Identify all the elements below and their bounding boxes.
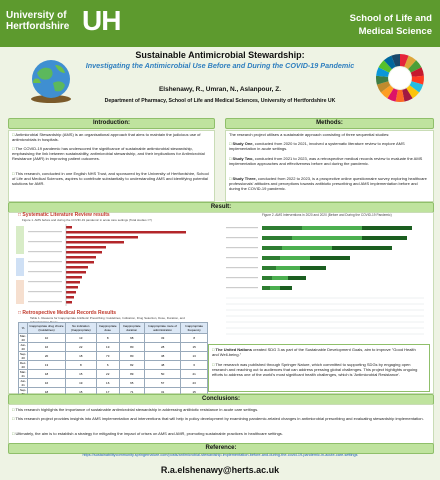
table-row (19, 379, 208, 388)
table-cell: 48 (144, 361, 180, 370)
table-cell: 13 (181, 352, 208, 361)
school-name (302, 12, 432, 38)
table-cell: 68 (119, 334, 144, 343)
table-cell: Mar-20 (20, 334, 27, 342)
table-header-cell: Inappropriate duration (119, 323, 144, 334)
table-cell: 18 (28, 388, 66, 397)
table-cell: 15 (181, 388, 208, 397)
table-cell: 28 (144, 343, 180, 352)
table-cell: 89 (119, 370, 144, 379)
table-cell: 71 (119, 388, 144, 397)
contact-email[interactable]: R.a.elshenawy@herts.ac.uk (160, 465, 280, 475)
table-cell: 8 (65, 361, 96, 370)
table-cell: 65 (119, 379, 144, 388)
table-cell: 13 (65, 334, 96, 343)
table-row (19, 361, 208, 370)
study-one: □ Study One, conducted from 2020 to 2021, involved a systematic literature review to explore AMS implementation in acute settings. (229, 141, 405, 151)
notes (212, 347, 422, 382)
table-cell: 82 (119, 361, 144, 370)
table-cell: 23 (181, 379, 208, 388)
conclusion-3: □ Ultimately, the aim is to establish a strategy for mitigating the impact of crises on AMS and AMR, promoting sustainable practices in healthcare settings. (12, 431, 283, 436)
table-cell: 8 (96, 334, 119, 343)
table-row (19, 352, 208, 361)
table-cell: 80 (119, 352, 144, 361)
table-cell: 15 (65, 370, 96, 379)
slr-caption: Figure 1. AMS before and during the COVID-19 pandemic in acute care settings (Total studies =?) (22, 218, 152, 222)
school-line-1: School of Life and (349, 13, 432, 24)
slr-title: □ Systematic Literature Review results (18, 212, 110, 218)
figure-1-bar-chart (14, 222, 210, 308)
study-two: □ Study Two, conducted from 2021 to 2023, was a retrospective medical records review to evaluate the AMS implementation approaches and effectiveness before and during the pandemic. (229, 156, 423, 166)
authors: Elshenawy, R., Umran, N., Aslanpour, Z. (158, 86, 282, 93)
table-cell: 16 (96, 379, 119, 388)
table-cell: 19 (96, 343, 119, 352)
table-cell: 33 (144, 334, 180, 343)
table-row (19, 334, 208, 343)
table-cell: 16 (28, 343, 66, 352)
table-cell: 18 (28, 370, 66, 379)
uh-logo: UH (82, 5, 121, 36)
table-header-cell: Inappropriate route of administration (144, 323, 180, 334)
table-cell: Dec-20 (19, 361, 27, 369)
table-cell: 20 (28, 352, 66, 361)
table-cell: 17 (96, 388, 119, 397)
table-cell: 21 (181, 370, 208, 379)
table-cell: Mar-21 (20, 370, 27, 378)
methods-intro: The research project utilises a sustainable approach consisting of three sequential studies: (229, 132, 390, 137)
result-heading: Result: (8, 202, 434, 213)
table-header-row (19, 323, 208, 334)
table-cell: 38 (144, 352, 180, 361)
table-cell: Sep-20 (19, 352, 27, 360)
table-cell: 6 (96, 361, 119, 370)
reference-link[interactable]: https://sustainabilitycommunity.springernature.com/posts/antimicrobial-stewardship-implementation-before-and-during-the-covid-19-pandemic-in-acute-care-settings (82, 453, 358, 457)
table-header-cell: No indication (Inappropriate) (65, 323, 96, 334)
figure-2-caption: Figure 2. AMS Interventions in 2020 and 2020 (Before and During the COVID-19 Pandemic) (262, 213, 392, 217)
table-header-cell: Inappropriate dose (96, 323, 119, 334)
school-line-2: Medical Science (358, 26, 432, 37)
rmr-caption: Table 1. Reasons for Inappropriate Antibiotic Prescribing: Guidelines, Indication, Drug Selection, Dose, Duration, and (30, 316, 185, 320)
table-cell: 22 (96, 370, 119, 379)
intro-para-3: □ This research, conducted in one English NHS Trust, and sponsored by the University of Hertfordshire, School of Life and Medical Sciences, aspires to contribute substantially to understanding AMS and identifying potential solutions for AMR. (12, 171, 209, 186)
table-cell: 19 (65, 379, 96, 388)
study-three: □ Study Three, conducted from 2022 to 2023, is a prospective online questionnaire survey exploring healthcare professionals' attitudes and perceptions towards antibiotic prescribing and AMS implementation before and during the COVID-19 pandemic. (229, 176, 427, 191)
table-cell: 50 (144, 370, 180, 379)
table-cell: 31 (144, 388, 180, 397)
conclusion-2: □ This research project provides insights into AMS implementation and interventions that will help in policy development by examining pandemic-related changes in antimicrobial prescribing and evaluating stewardship implementation. (12, 416, 424, 421)
table-row (19, 370, 208, 379)
table-header-cell: Inappropriate frequency (181, 323, 208, 334)
table-cell: 6 (181, 361, 208, 370)
table-cell: 73 (96, 352, 119, 361)
conclusions-heading: Conclusions: (8, 394, 434, 405)
table-cell: Sep- (19, 388, 28, 397)
methods-heading: Methods: (225, 118, 434, 129)
table-header-cell: Inappropriate drug choice (Guidelines) (29, 324, 64, 332)
table-cell: 22 (65, 343, 96, 352)
header-bar (0, 0, 440, 47)
table-cell: Jun-20 (20, 343, 27, 351)
table-cell: 15 (181, 343, 208, 352)
table-cell: 16 (28, 379, 66, 388)
note-un: □ The United Nations created SDG 3 as part of the Sustainable Development Goals, aim to improve "Good Health and Well-being." (212, 347, 416, 357)
poster-subtitle: Investigating the Antimicrobial Use Before and During the COVID-19 Pandemic (85, 61, 355, 70)
poster-title: Sustainable Antimicrobial Stewardship: (135, 50, 305, 60)
table-row (19, 343, 208, 352)
conclusion-1: □ This research highlights the importance of sustainable antimicrobial stewardship in addressing antibiotic resistance in acute care settings. (12, 407, 259, 412)
intro-para-1: □ Antimicrobial Stewardship (AMS) is an organisational approach that aims to maintain the judicious use of antimicrobials in hospitals. (12, 132, 201, 142)
table-cell: 13 (28, 361, 66, 370)
introduction-heading: Introduction: (8, 118, 215, 129)
department: Department of Pharmacy, School of Life and Medical Sciences, University of Hertfordshire UK (104, 98, 336, 104)
figure-2-stacked-bar-chart (222, 220, 428, 340)
rmr-title: □ Retrospective Medical Records Results (18, 310, 117, 316)
table-cell: 57 (144, 379, 180, 388)
table-cell: 80 (119, 343, 144, 352)
table-cell: Jun-21 (20, 379, 27, 387)
table-cell: 10 (28, 334, 66, 343)
note-springer: □ The research was published through Springer Nature, which committed to supporting SDGs by engaging open research and reaching out to audiences that can address pressing global challenges. This project highlights ongoing efforts to address one of the world's most significant health challenges, which is 'Antimicrobial Resistance'. (212, 362, 418, 377)
table-cell: 15 (65, 388, 96, 397)
table-header-cell: % (19, 323, 28, 334)
university-name: University of Hertfordshire (6, 10, 70, 32)
reference-heading: Reference: (8, 443, 434, 454)
table-cell: 8 (181, 334, 208, 343)
intro-para-2: □ The COVID-19 pandemic has underscored the significance of sustainable antimicrobial stewardship, emphasising the link between sustainability, antimicrobial stewardship, and their implications for Antimicrobial Resistance (AMR) in improving patient outcomes. (12, 146, 205, 161)
table-cell: 18 (65, 352, 96, 361)
